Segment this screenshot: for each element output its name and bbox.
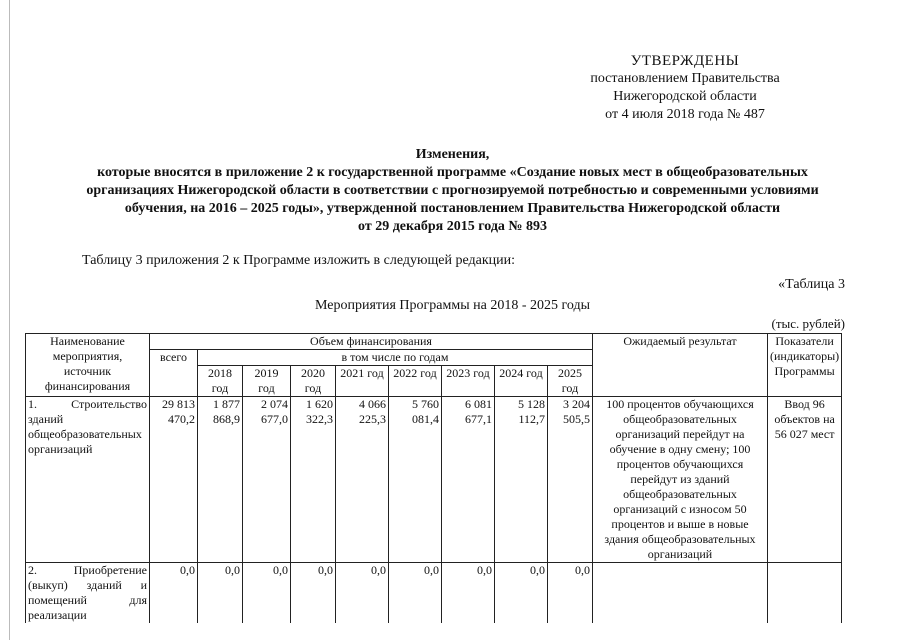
approval-heading: УТВЕРЖДЕНЫ (630, 53, 740, 69)
row-year-value: 3 204 505,5 (548, 397, 593, 563)
row-year-value: 0,0 (389, 563, 442, 624)
header-total: всего (150, 350, 198, 397)
header-indicators: Показатели (индикаторы) Программы (768, 334, 842, 397)
header-funding: Объем финансирования (150, 334, 593, 350)
approval-block (555, 52, 815, 124)
changes-line: обучения, на 2016 – 2025 годы», утвержденной постановлением Правительства Нижегородской области (124, 201, 781, 216)
changes-line: которые вносятся в приложение 2 к государственной программе «Создание новых мест в общеобразовательных (97, 165, 808, 180)
intro-text: Таблицу 3 приложения 2 к Программе изложить в следующей редакции: (82, 253, 515, 268)
row-year-value: 0,0 (442, 563, 495, 624)
row-total: 29 813 470,2 (150, 397, 198, 563)
changes-line: организациях Нижегородской области в соответствии с прогнозируемой потребностью и современными условиями (86, 183, 819, 198)
row-year-value: 0,0 (336, 563, 389, 624)
approval-line: постановлением Правительства (590, 71, 780, 86)
row-year-value: 1 620 322,3 (291, 397, 336, 563)
table-row (26, 563, 842, 624)
scan-edge-line (9, 0, 10, 640)
row-year-value: 5 760 081,4 (389, 397, 442, 563)
row-name: 2. Приобретение (выкуп) зданий и помещений для реализации (26, 563, 150, 624)
row-year-value: 0,0 (495, 563, 548, 624)
approval-line: от 4 июля 2018 года № 487 (605, 107, 765, 122)
header-year: 2021 год (336, 366, 389, 397)
header-year: 2018 год (198, 366, 243, 397)
header-year: 2025 год (548, 366, 593, 397)
row-indicator (768, 563, 842, 624)
units-note: (тыс. рублей) (771, 316, 845, 331)
approval-line: Нижегородской области (613, 89, 757, 104)
table-row (26, 397, 842, 563)
changes-heading (40, 146, 865, 236)
row-year-value: 2 074 677,0 (243, 397, 291, 563)
row-year-value: 4 066 225,3 (336, 397, 389, 563)
program-table (25, 333, 842, 623)
changes-line: от 29 декабря 2015 года № 893 (358, 219, 547, 234)
row-result (593, 563, 768, 624)
table-label: «Таблица 3 (778, 277, 845, 292)
table-title: Мероприятия Программы на 2018 - 2025 годы (314, 298, 591, 313)
header-year: 2022 год (389, 366, 442, 397)
changes-title: Изменения, (415, 147, 490, 162)
row-indicator: Ввод 96 объектов на 56 027 мест (768, 397, 842, 563)
row-year-value: 5 128 112,7 (495, 397, 548, 563)
header-year: 2023 год (442, 366, 495, 397)
header-result: Ожидаемый результат (593, 334, 768, 397)
row-year-value: 0,0 (243, 563, 291, 624)
row-result: 100 процентов обучающихся общеобразовательных организаций перейдут на обучение в одну смену; 100 процентов обучающихся перейдут из зданий общеобразовательных организаций с износом 50 процентов и выше в новые здания общеобразовательных организаций (593, 397, 768, 563)
row-year-value: 1 877 868,9 (198, 397, 243, 563)
row-year-value: 0,0 (291, 563, 336, 624)
header-year: 2019 год (243, 366, 291, 397)
row-year-value: 6 081 677,1 (442, 397, 495, 563)
row-year-value: 0,0 (198, 563, 243, 624)
row-name: 1. Строительство зданий общеобразовательных организаций (26, 397, 150, 563)
row-total: 0,0 (150, 563, 198, 624)
header-by-years: в том числе по годам (198, 350, 593, 366)
header-year: 2020 год (291, 366, 336, 397)
header-year: 2024 год (495, 366, 548, 397)
header-name: Наименование мероприятия, источник финансирования (26, 334, 150, 397)
row-year-value: 0,0 (548, 563, 593, 624)
